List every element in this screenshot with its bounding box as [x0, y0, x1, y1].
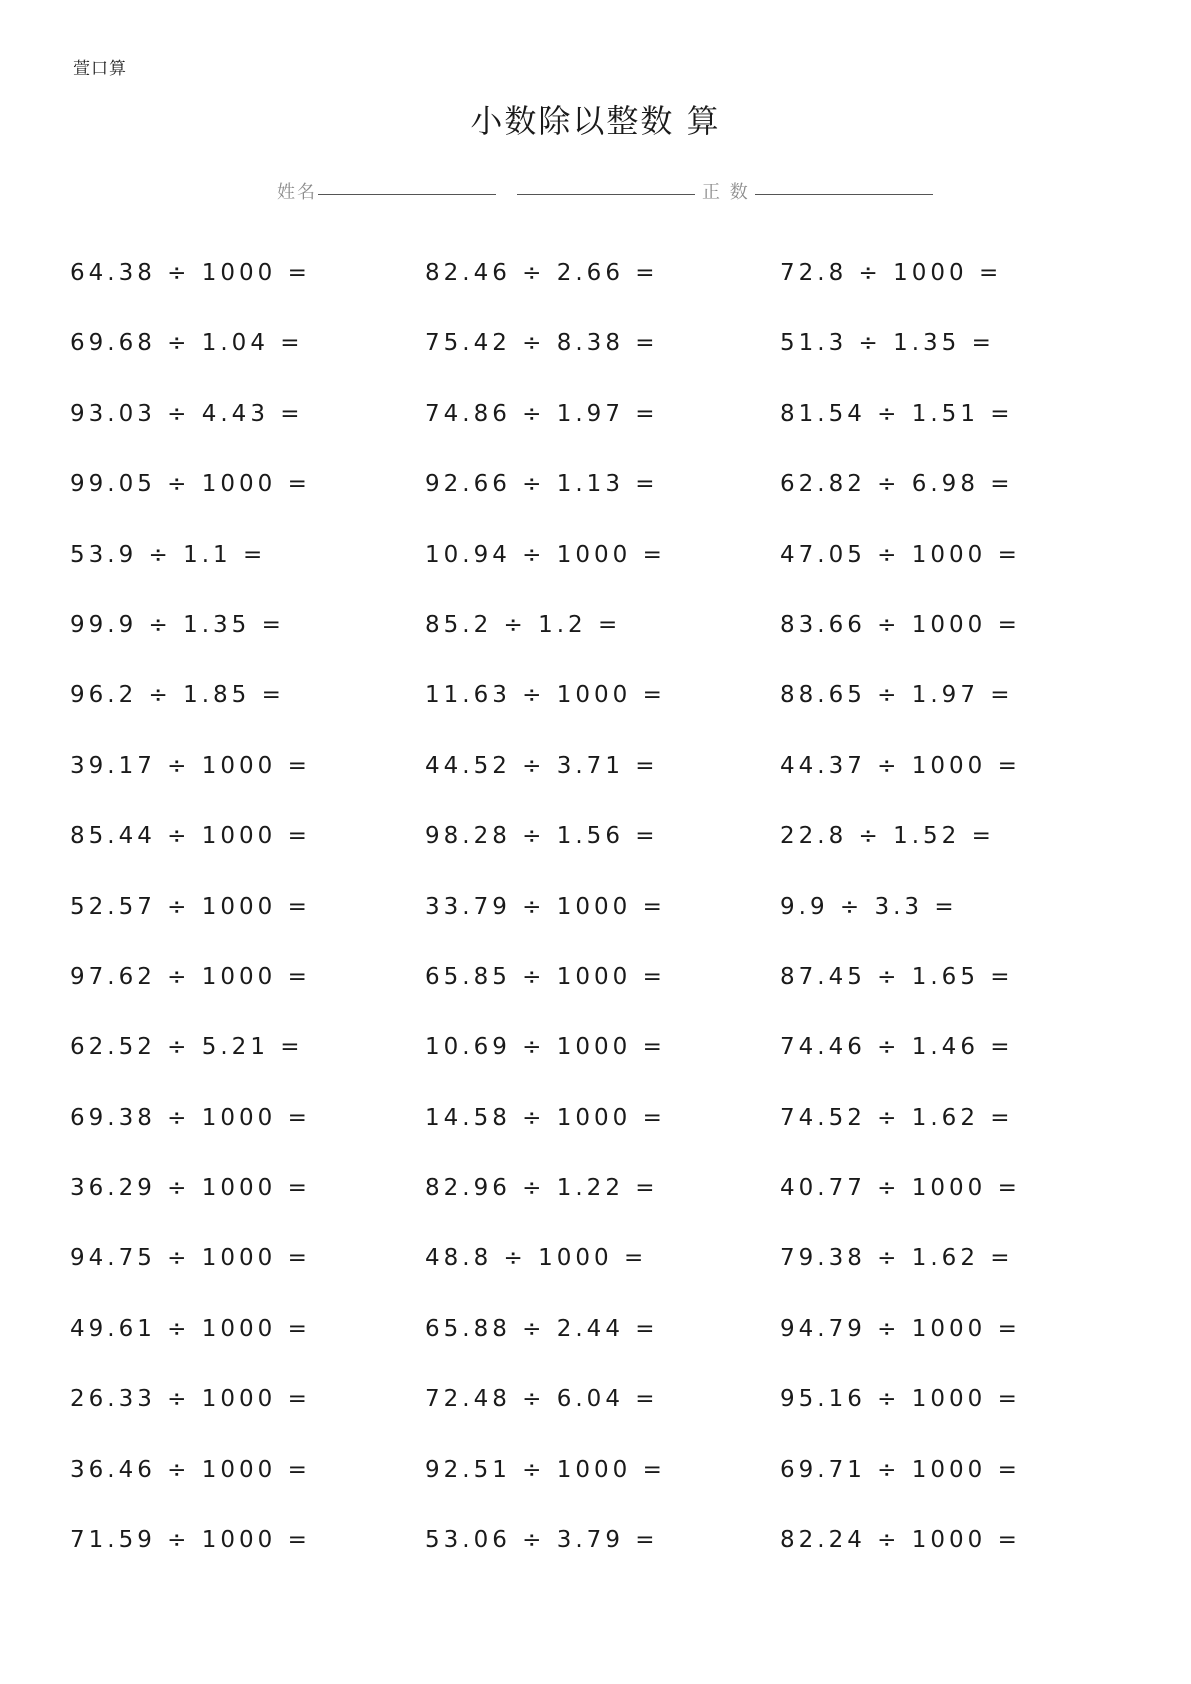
- problem-item: 97.62 ÷ 1000 =: [70, 963, 311, 990]
- problem-item: 83.66 ÷ 1000 =: [780, 611, 1021, 638]
- problem-row: [70, 1032, 1130, 1102]
- problem-item: 36.29 ÷ 1000 =: [70, 1175, 311, 1202]
- problem-row: [70, 610, 1130, 680]
- problem-row: [70, 1384, 1130, 1454]
- problem-item: 69.71 ÷ 1000 =: [780, 1456, 1021, 1483]
- problem-item: 48.8 ÷ 1000 =: [425, 1245, 648, 1272]
- problem-item: 81.54 ÷ 1.51 =: [780, 400, 1014, 427]
- problem-item: 26.33 ÷ 1000 =: [70, 1386, 311, 1413]
- problem-item: 72.48 ÷ 6.04 =: [425, 1386, 659, 1413]
- problem-item: 62.52 ÷ 5.21 =: [70, 1034, 304, 1061]
- problem-row: [70, 962, 1130, 1032]
- problem-item: 62.82 ÷ 6.98 =: [780, 471, 1014, 498]
- problem-item: 53.9 ÷ 1.1 =: [70, 541, 267, 568]
- problem-row: [70, 821, 1130, 891]
- score-blank-line[interactable]: [755, 194, 933, 195]
- problem-item: 72.8 ÷ 1000 =: [780, 260, 1003, 286]
- problem-item: 74.52 ÷ 1.62 =: [780, 1104, 1014, 1131]
- problem-item: 94.79 ÷ 1000 =: [780, 1315, 1021, 1342]
- page-title: 小数除以整数 算: [470, 102, 721, 140]
- problem-item: 44.52 ÷ 3.71 =: [425, 752, 659, 779]
- problem-item: 39.17 ÷ 1000 =: [70, 752, 311, 779]
- problem-item: 69.38 ÷ 1000 =: [70, 1104, 311, 1131]
- problem-item: 69.68 ÷ 1.04 =: [70, 330, 304, 357]
- problem-row: [70, 1455, 1130, 1525]
- problem-item: 79.38 ÷ 1.62 =: [780, 1245, 1014, 1272]
- problem-row: [70, 680, 1130, 750]
- problem-item: 49.61 ÷ 1000 =: [70, 1315, 311, 1342]
- problem-row: [70, 328, 1130, 398]
- student-info-row: [0, 172, 1191, 202]
- problem-item: 94.75 ÷ 1000 =: [70, 1245, 311, 1272]
- problem-item: 99.9 ÷ 1.35 =: [70, 611, 285, 638]
- problem-item: 47.05 ÷ 1000 =: [780, 541, 1021, 568]
- problem-row: [70, 751, 1130, 821]
- problem-item: 22.8 ÷ 1.52 =: [780, 823, 995, 850]
- problem-row: [70, 540, 1130, 610]
- problem-item: 65.88 ÷ 2.44 =: [425, 1315, 659, 1342]
- problem-item: 82.96 ÷ 1.22 =: [425, 1175, 659, 1202]
- problem-item: 51.3 ÷ 1.35 =: [780, 330, 995, 357]
- name-blank-line[interactable]: [318, 194, 496, 195]
- problem-item: 65.85 ÷ 1000 =: [425, 963, 666, 990]
- problem-item: 9.9 ÷ 3.3 =: [780, 893, 958, 920]
- problem-item: 64.38 ÷ 1000 =: [70, 260, 311, 286]
- problem-row: [70, 892, 1130, 962]
- problem-item: 10.69 ÷ 1000 =: [425, 1034, 666, 1061]
- problem-item: 85.2 ÷ 1.2 =: [425, 611, 622, 638]
- problem-item: 40.77 ÷ 1000 =: [780, 1175, 1021, 1202]
- problem-item: 36.46 ÷ 1000 =: [70, 1456, 311, 1483]
- problem-row: [70, 1243, 1130, 1313]
- name-label: 姓名: [277, 182, 317, 203]
- problem-item: 95.16 ÷ 1000 =: [780, 1386, 1021, 1413]
- problem-item: 92.51 ÷ 1000 =: [425, 1456, 666, 1483]
- problem-item: 85.44 ÷ 1000 =: [70, 823, 311, 850]
- problem-grid: [70, 258, 1130, 1595]
- score-label: 正 数: [702, 182, 750, 203]
- header-tag: 萱口算: [73, 59, 127, 79]
- problem-item: 92.66 ÷ 1.13 =: [425, 471, 659, 498]
- problem-item: 14.58 ÷ 1000 =: [425, 1104, 666, 1131]
- problem-item: 82.24 ÷ 1000 =: [780, 1527, 1021, 1554]
- problem-item: 11.63 ÷ 1000 =: [425, 682, 666, 709]
- problem-item: 99.05 ÷ 1000 =: [70, 471, 311, 498]
- date-blank-line[interactable]: [517, 194, 695, 195]
- problem-item: 44.37 ÷ 1000 =: [780, 752, 1021, 779]
- problem-item: 88.65 ÷ 1.97 =: [780, 682, 1014, 709]
- problem-item: 93.03 ÷ 4.43 =: [70, 400, 304, 427]
- problem-item: 82.46 ÷ 2.66 =: [425, 260, 659, 286]
- problem-row: [70, 469, 1130, 539]
- problem-item: 75.42 ÷ 8.38 =: [425, 330, 659, 357]
- problem-row: [70, 1103, 1130, 1173]
- problem-item: 74.46 ÷ 1.46 =: [780, 1034, 1014, 1061]
- problem-row: [70, 258, 1130, 328]
- problem-row: [70, 1173, 1130, 1243]
- problem-row: [70, 1525, 1130, 1595]
- problem-item: 71.59 ÷ 1000 =: [70, 1527, 311, 1554]
- problem-item: 52.57 ÷ 1000 =: [70, 893, 311, 920]
- problem-row: [70, 1314, 1130, 1384]
- problem-item: 87.45 ÷ 1.65 =: [780, 963, 1014, 990]
- problem-item: 98.28 ÷ 1.56 =: [425, 823, 659, 850]
- problem-item: 96.2 ÷ 1.85 =: [70, 682, 285, 709]
- problem-item: 33.79 ÷ 1000 =: [425, 893, 666, 920]
- problem-item: 53.06 ÷ 3.79 =: [425, 1527, 659, 1554]
- problem-item: 10.94 ÷ 1000 =: [425, 541, 666, 568]
- problem-row: [70, 399, 1130, 469]
- problem-item: 74.86 ÷ 1.97 =: [425, 400, 659, 427]
